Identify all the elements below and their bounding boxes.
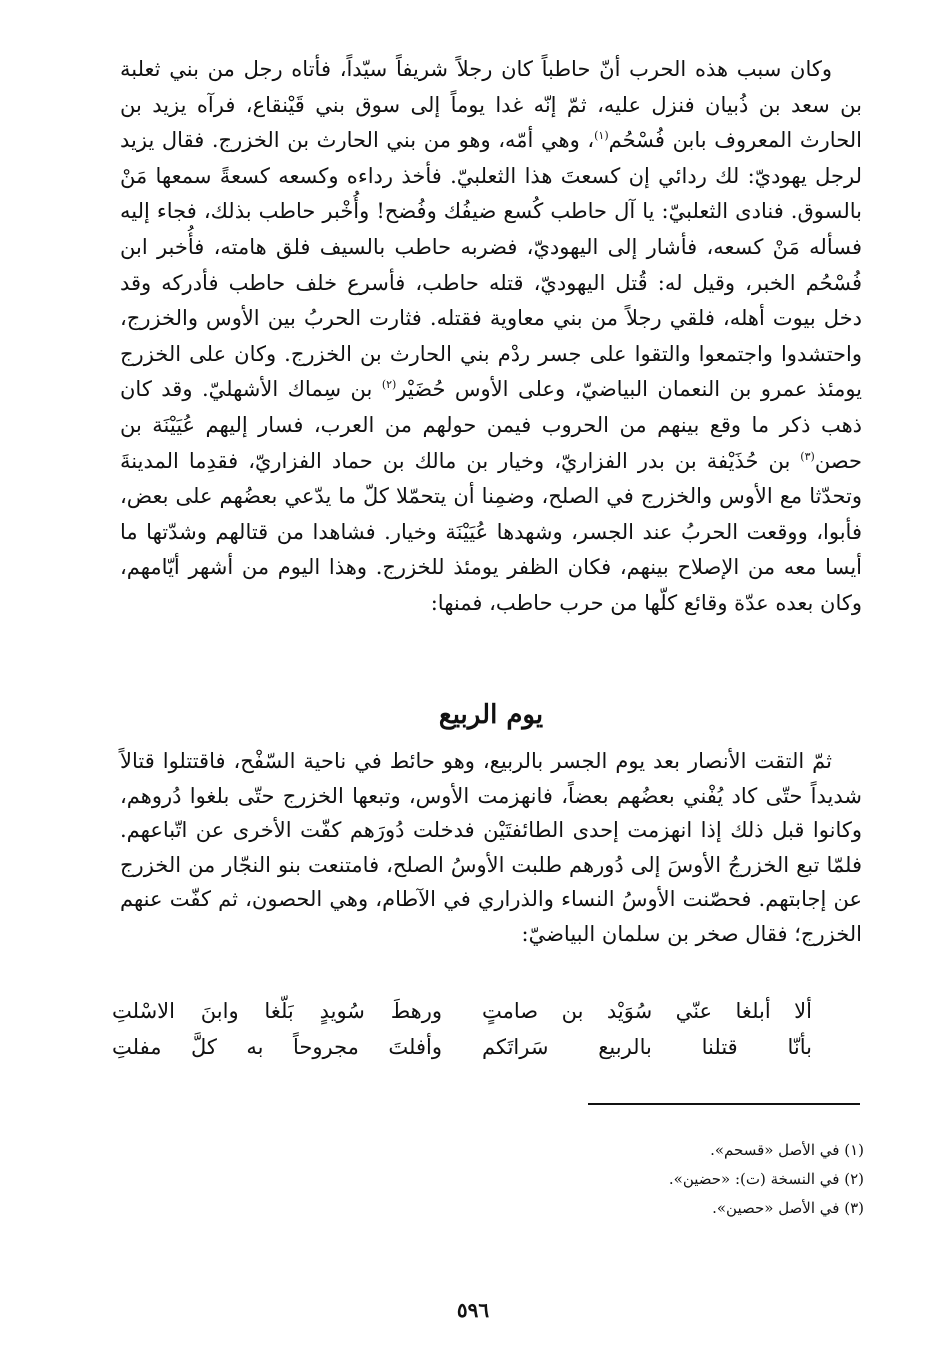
page-number: ٥٩٦ xyxy=(456,1298,490,1322)
main-text-block xyxy=(120,52,862,622)
poem-first-hemistich: ألا أبلغا عنّي سُوَيْد بن صامتٍ xyxy=(482,999,812,1023)
footnote-ref-2: (٢) xyxy=(381,378,397,392)
footnote-item: (٣) في الأصل «حصين». xyxy=(712,1199,864,1217)
section-heading: يوم الربيع xyxy=(438,700,544,730)
poem xyxy=(112,993,812,1065)
footnote-item: (١) في الأصل «قسحم». xyxy=(710,1141,864,1159)
body-paragraph xyxy=(120,52,862,622)
section-paragraph: ثمّ التقت الأنصار بعد يوم الجسر بالربيع، وهو حائط في ناحية السّفْح، فاقتتلوا قتالاً شديداً حتّى كاد يُفْني بعضُهم بعضاً، فانهزمت الأوس، وتبعها الخزرج حتّى بلغوا دُروهم، وكانوا قبل ذلك إذا انهزمت إحدى الطائفتَيْن فدخلت دُورَهم كفّت الأخرى عن اتّباعهم. فلمّا تبع الخزرجُ الأوسَ إلى دُورهم طلبت الأوسُ الصلح، فامتنعت بنو النجّار من الخزرج عن إجابتهم. فحصّنت الأوسُ النساء والذراري في الآطام، وهي الحصون، ثم كفّت عنهم الخزرج؛ فقال صخر بن سلمان البياضيّ: xyxy=(120,749,862,946)
poem-second-hemistich: وأفلتَ مجروحاً به كلَّ مفلتِ xyxy=(112,1035,442,1059)
footnote-divider xyxy=(588,1103,860,1105)
footnote-ref-3: (٣) xyxy=(800,449,815,463)
poem-second-hemistich: ورهطَ سُويدٍ بَلّغا وابنَ الاسْلتِ xyxy=(112,999,442,1023)
body-text-part-4: بن حُذَيْفة بن بدر الفزاريّ، وخيار بن مالك بن حماد الفزاريّ، فقدِما المدينةَ وتحدّثا مع الأوس والخزرج في الصلح، وضمِنا أن يتحمّلا كلّ ما يدّعي بعضُهم على بعض، فأبوا، ووقعت الحربُ عند الجسر، وشهدها عُيَيْنَة وخيار. فشاهدا من قتالهم وشدّتها ما أيسا معه من الإصلاح بينهم، فكان الظفر يومئذ للخزرج. وهذا اليوم من أشهر أيّامهم، وكان بعده عدّة وقائع كلّها من حرب حاطب، فمنها: xyxy=(120,448,862,615)
footnote-ref-1: (١) xyxy=(594,129,609,143)
poem-verse xyxy=(112,993,812,1029)
poem-verse xyxy=(112,1029,812,1065)
poem-first-hemistich: بأنّا قتلنا بالربيع سَراتَكم xyxy=(482,1035,812,1059)
section-text-block xyxy=(120,744,862,952)
footnotes-list xyxy=(364,1136,864,1223)
body-text-part-1: وكان سبب هذه الحرب أنّ حاطباً كان رجلاً شريفاً سيّداً، فأتاه رجل من بني ثعلبة بن سعد بن ذُبيان فنزل عليه، ثمّ إنّه غدا يوماً إلى سوق بني قَيْنقاع، فرآه يزيد بن الحارث المعروف بابن فُسْحُم xyxy=(120,57,862,153)
footnote-item: (٢) في النسخة (ت): «حضين». xyxy=(668,1170,864,1188)
body-text-part-2: ، وهي أمّه، وهو من بني الحارث بن الخزرج. فقال يزيد لرجل يهوديّ: لك ردائي إن كسعتَ هذا الثعلبيّ. فأخذ رداءه وكسعه كسعةً سمعها مَنْ بالسوق. فنادى الثعلبيّ: يا آل حاطب كُسع ضيفُك وفُضح! وأُخْبر حاطب بذلك، فجاء إليه فسأله مَنْ كسعه، فأشار إلى اليهوديّ، فضربه حاطب بالسيف فلق هامته، فأُخبر ابن فُسْحُم الخبر، وقيل له: قُتل اليهوديّ، قتله حاطب، فأسرع خلف حاطب فأدركه وقد دخل بيوت أهله، فلقي رجلاً من بني معاوية فقتله. فثارت الحربُ بين الأوس والخزرج، واحتشدوا واجتمعوا والتقوا على جسر ردْم بني الحارث بن الخزرج. وكان على الخزرج يومئذ عمرو بن النعمان البياضيّ، وعلى الأوس حُضَيْر xyxy=(120,128,863,402)
body-text-part-3: بن سِماك الأشهليّ. وقد كان ذهب ذكر ما وقع بينهم من الحروب فيمن حولهم من العرب، فسار إليهم عُيَيْنَة بن حصن xyxy=(120,377,862,473)
